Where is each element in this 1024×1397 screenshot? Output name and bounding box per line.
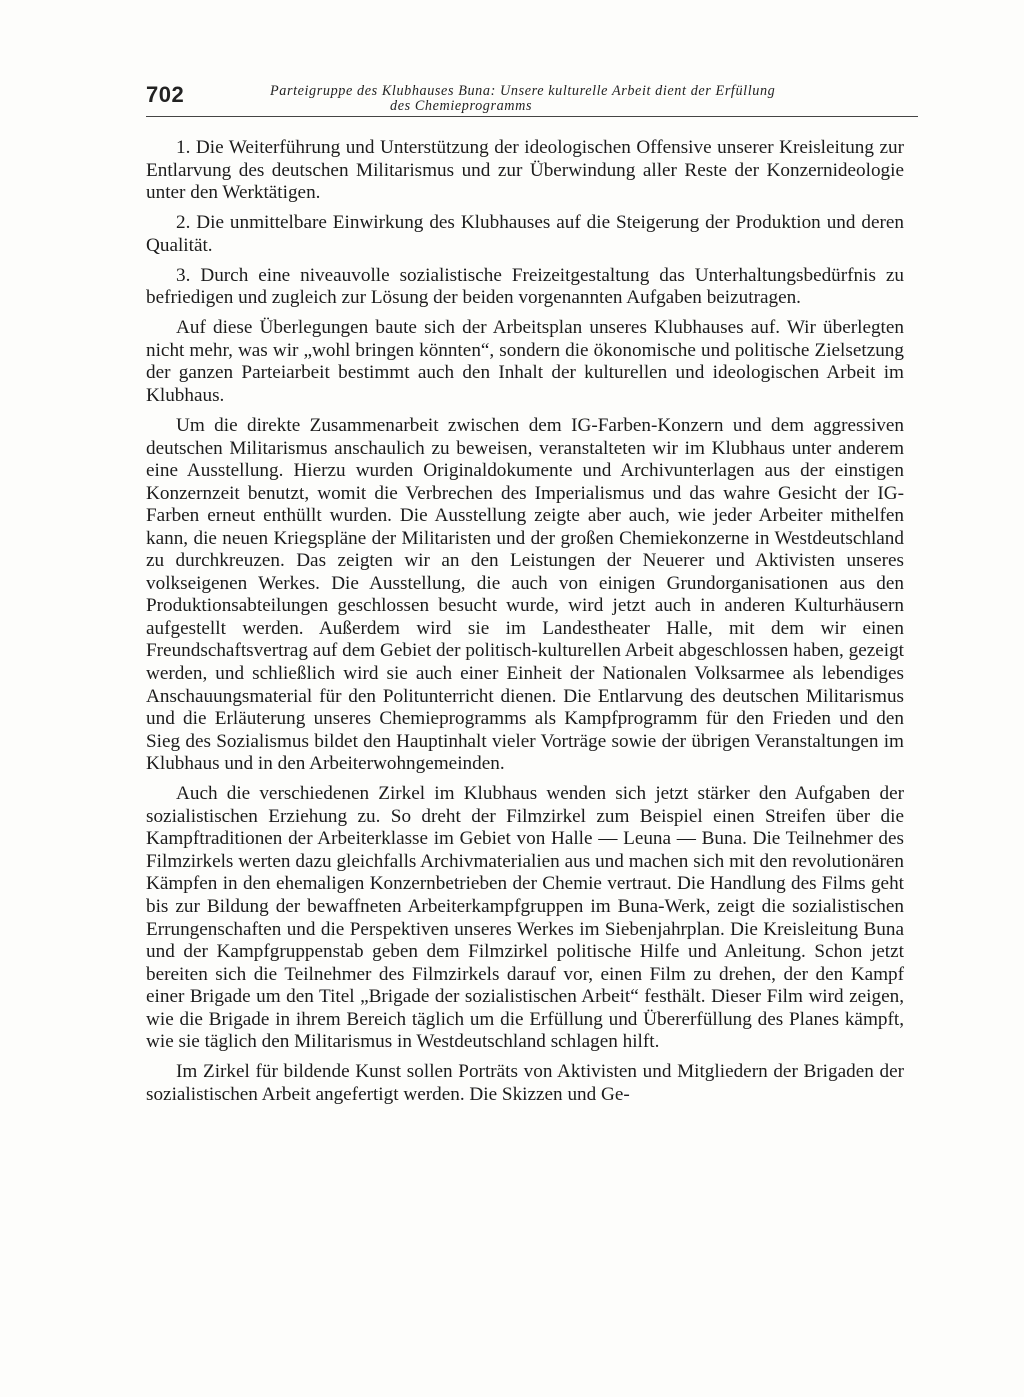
paragraph-point-2: 2. Die unmittelbare Einwirkung des Klubhauses auf die Steigerung der Produktion und deren Qualität.	[146, 212, 904, 256]
running-head-line-1: Parteigruppe des Klubhauses Buna: Unsere kulturelle Arbeit dient der Erfüllung	[270, 84, 776, 99]
page-number: 702	[146, 82, 185, 107]
paragraph-work-plan: Auf diese Überlegungen baute sich der Arbeitsplan unseres Klubhauses auf. Wir überlegten nicht mehr, was wir „wohl bringen könnten“, sondern die ökonomische und politische Zielsetzung der ganzen Parteiarbeit bestimmt auch den Inhalt der kulturellen und ideologischen Arbeit im Klubhaus.	[146, 317, 904, 406]
paragraph-point-3: 3. Durch eine niveauvolle sozialistische Freizeitgestaltung das Unterhaltungsbedürfnis zu befriedigen und zugleich zur Lösung der beiden vorgenannten Aufgaben beizutragen.	[146, 264, 904, 309]
running-head-line-2: des Chemieprogramms	[390, 98, 533, 114]
running-head	[270, 84, 920, 114]
paragraph-art-circle: Im Zirkel für bildende Kunst sollen Porträts von Aktivisten und Mitgliedern der Brigaden der sozialistischen Arbeit angefertigt werden. Die Skizzen und Ge-	[146, 1061, 904, 1105]
body-text	[146, 137, 904, 1106]
paragraph-exhibition: Um die direkte Zusammenarbeit zwischen dem IG-Farben-Konzern und dem aggressiven deutschen Militarismus anschaulich zu beweisen, veranstalteten wir im Klubhaus unter anderem eine Ausstellung. Hierzu wurden Originaldokumente und Archivunterlagen aus der einstigen Konzernzeit benutzt, womit die Verbrechen des Imperialismus und das wahre Gesicht der IG-Farben erneut enthüllt wurden. Die Ausstellung zeigte aber auch, wie jeder Arbeiter mithelfen kann, die neuen Kriegspläne der Militaristen und der großen Chemiekonzerne in Westdeutschland zu durchkreuzen. Das zeigten wir an den Leistungen der Neuerer und Aktivisten unseres volkseigenen Werkes. Die Ausstellung, die auch von einigen Grundorganisationen aus den Produktionsabteilungen geschlossen besucht wurde, wird jetzt auch in anderen Kulturhäusern aufgestellt werden. Außerdem wird sie im Landestheater Halle, mit dem wir einen Freundschaftsvertrag auf dem Gebiet der politisch-kulturellen Arbeit abgeschlossen haben, gezeigt werden, und schließlich wird sie auch einer Einheit der Nationalen Volksarmee als lebendiges Anschauungsmaterial für den Politunterricht dienen. Die Entlarvung des deutschen Militarismus und die Erläuterung unseres Chemieprogramms als Kampfprogramm für den Frieden und den Sieg des Sozialismus bildet den Hauptinhalt vieler Vorträge sowie der übrigen Veranstaltungen im Klubhaus und in den Arbeiterwohngemeinden.	[146, 415, 904, 775]
page-header	[146, 82, 918, 117]
paragraph-point-1: 1. Die Weiterführung und Unterstützung der ideologischen Offensive unserer Kreisleitung zur Entlarvung des deutschen Militarismus und zur Überwindung aller Reste der Konzernideologie unter den Werktätigen.	[146, 137, 904, 204]
paragraph-film-circle: Auch die verschiedenen Zirkel im Klubhaus wenden sich jetzt stärker den Aufgaben der sozialistischen Erziehung zu. So dreht der Filmzirkel zum Beispiel einen Streifen über die Kampftraditionen der Arbeiterklasse im Gebiet von Halle — Leuna — Buna. Die Teilnehmer des Filmzirkels werten dazu gleichfalls Archivmaterialien aus und machen sich mit den revolutionären Kämpfen in den ehemaligen Konzernbetrieben der Chemie vertraut. Die Handlung des Films geht bis zur Bildung der bewaffneten Arbeiterkampfgruppen im Buna-Werk, zeigt die sozialistischen Errungenschaften und die Perspektiven unseres Werkes im Siebenjahrplan. Die Kreisleitung Buna und der Kampfgruppenstab geben dem Filmzirkel politische Hilfe und Anleitung. Schon jetzt bereiten sich die Teilnehmer des Filmzirkels darauf vor, einen Film zu drehen, der den Kampf einer Brigade um den Titel „Brigade der sozialistischen Arbeit“ festhält. Dieser Film wird zeigen, wie die Brigade in ihrem Bereich täglich um die Erfüllung und Übererfüllung des Planes kämpft, wie sie täglich den Militarismus in Westdeutschland schlagen hilft.	[146, 783, 904, 1053]
